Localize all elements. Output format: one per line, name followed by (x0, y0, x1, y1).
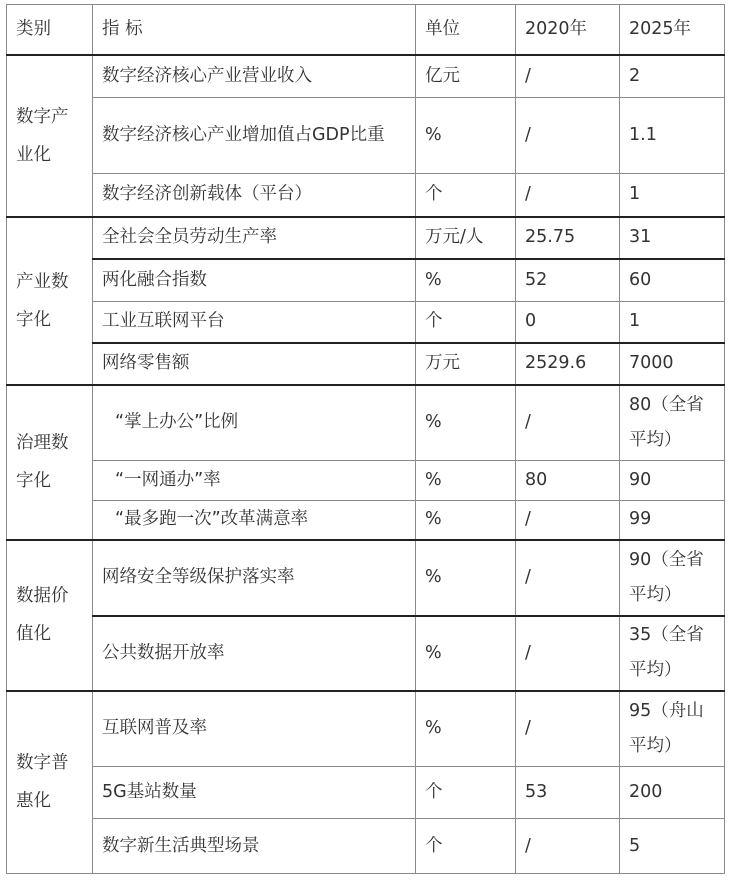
indicator-cell: 互联网普及率 (93, 691, 416, 767)
indicator-cell: 网络安全等级保护落实率 (93, 540, 416, 616)
table-row (7, 461, 725, 501)
table-row (7, 540, 725, 616)
category-cell: 数字产业化 (7, 55, 93, 217)
value-2025-cell: 90 (620, 461, 725, 501)
indicator-cell: 数字经济核心产业增加值占GDP比重 (93, 98, 416, 174)
value-2025-cell: 35（全省平均） (620, 616, 725, 691)
table-row (7, 616, 725, 691)
value-2025-cell: 31 (620, 217, 725, 259)
value-2025-cell: 5 (620, 819, 725, 874)
unit-cell: 万元/人 (416, 217, 516, 259)
value-2020-cell: / (516, 691, 620, 767)
category-cell: 数据价值化 (7, 540, 93, 691)
value-2025-cell: 1 (620, 302, 725, 343)
value-2020-cell: / (516, 540, 620, 616)
table-row (7, 98, 725, 174)
unit-cell: 亿元 (416, 55, 516, 98)
value-2020-cell: 25.75 (516, 217, 620, 259)
indicator-cell: 数字经济核心产业营业收入 (93, 55, 416, 98)
indicator-cell: 公共数据开放率 (93, 616, 416, 691)
value-2025-cell: 2 (620, 55, 725, 98)
value-2020-cell: / (516, 501, 620, 540)
unit-cell: % (416, 259, 516, 302)
header-2020: 2020年 (516, 5, 620, 55)
value-2025-cell: 95（舟山平均） (620, 691, 725, 767)
table-row (7, 385, 725, 461)
header-category: 类别 (7, 5, 93, 55)
unit-cell: % (416, 616, 516, 691)
header-2025: 2025年 (620, 5, 725, 55)
category-cell: 治理数字化 (7, 385, 93, 540)
value-2020-cell: / (516, 385, 620, 461)
category-cell: 产业数字化 (7, 217, 93, 385)
table-row (7, 259, 725, 302)
header-row (7, 5, 725, 55)
value-2025-cell: 80（全省平均） (620, 385, 725, 461)
table-row (7, 767, 725, 819)
table-row (7, 217, 725, 259)
table-row (7, 343, 725, 385)
value-2025-cell: 200 (620, 767, 725, 819)
indicator-cell: 两化融合指数 (93, 259, 416, 302)
indicator-cell: 数字经济创新载体（平台） (93, 174, 416, 217)
unit-cell: % (416, 461, 516, 501)
value-2025-cell: 1 (620, 174, 725, 217)
value-2025-cell: 99 (620, 501, 725, 540)
indicator-cell: 数字新生活典型场景 (93, 819, 416, 874)
value-2025-cell: 60 (620, 259, 725, 302)
value-2020-cell: 52 (516, 259, 620, 302)
indicator-cell: “掌上办公”比例 (93, 385, 416, 461)
table-row (7, 819, 725, 874)
unit-cell: % (416, 385, 516, 461)
value-2025-cell: 90（全省平均） (620, 540, 725, 616)
value-2020-cell: / (516, 819, 620, 874)
table-row (7, 302, 725, 343)
value-2020-cell: / (516, 616, 620, 691)
value-2020-cell: / (516, 98, 620, 174)
table-row (7, 501, 725, 540)
unit-cell: % (416, 98, 516, 174)
unit-cell: % (416, 540, 516, 616)
unit-cell: % (416, 691, 516, 767)
unit-cell: 个 (416, 819, 516, 874)
unit-cell: 个 (416, 302, 516, 343)
value-2020-cell: / (516, 174, 620, 217)
category-cell: 数字普惠化 (7, 691, 93, 874)
value-2020-cell: / (516, 55, 620, 98)
value-2020-cell: 80 (516, 461, 620, 501)
value-2025-cell: 1.1 (620, 98, 725, 174)
indicator-cell: 网络零售额 (93, 343, 416, 385)
header-unit: 单位 (416, 5, 516, 55)
unit-cell: % (416, 501, 516, 540)
table-row (7, 55, 725, 98)
table-row (7, 691, 725, 767)
value-2025-cell: 7000 (620, 343, 725, 385)
header-indicator: 指 标 (93, 5, 416, 55)
value-2020-cell: 0 (516, 302, 620, 343)
table-row (7, 174, 725, 217)
indicator-cell: 全社会全员劳动生产率 (93, 217, 416, 259)
unit-cell: 万元 (416, 343, 516, 385)
indicator-cell: “一网通办”率 (93, 461, 416, 501)
indicator-table (6, 4, 725, 874)
value-2020-cell: 53 (516, 767, 620, 819)
indicator-cell: “最多跑一次”改革满意率 (93, 501, 416, 540)
indicator-cell: 5G基站数量 (93, 767, 416, 819)
value-2020-cell: 2529.6 (516, 343, 620, 385)
unit-cell: 个 (416, 767, 516, 819)
unit-cell: 个 (416, 174, 516, 217)
indicator-cell: 工业互联网平台 (93, 302, 416, 343)
